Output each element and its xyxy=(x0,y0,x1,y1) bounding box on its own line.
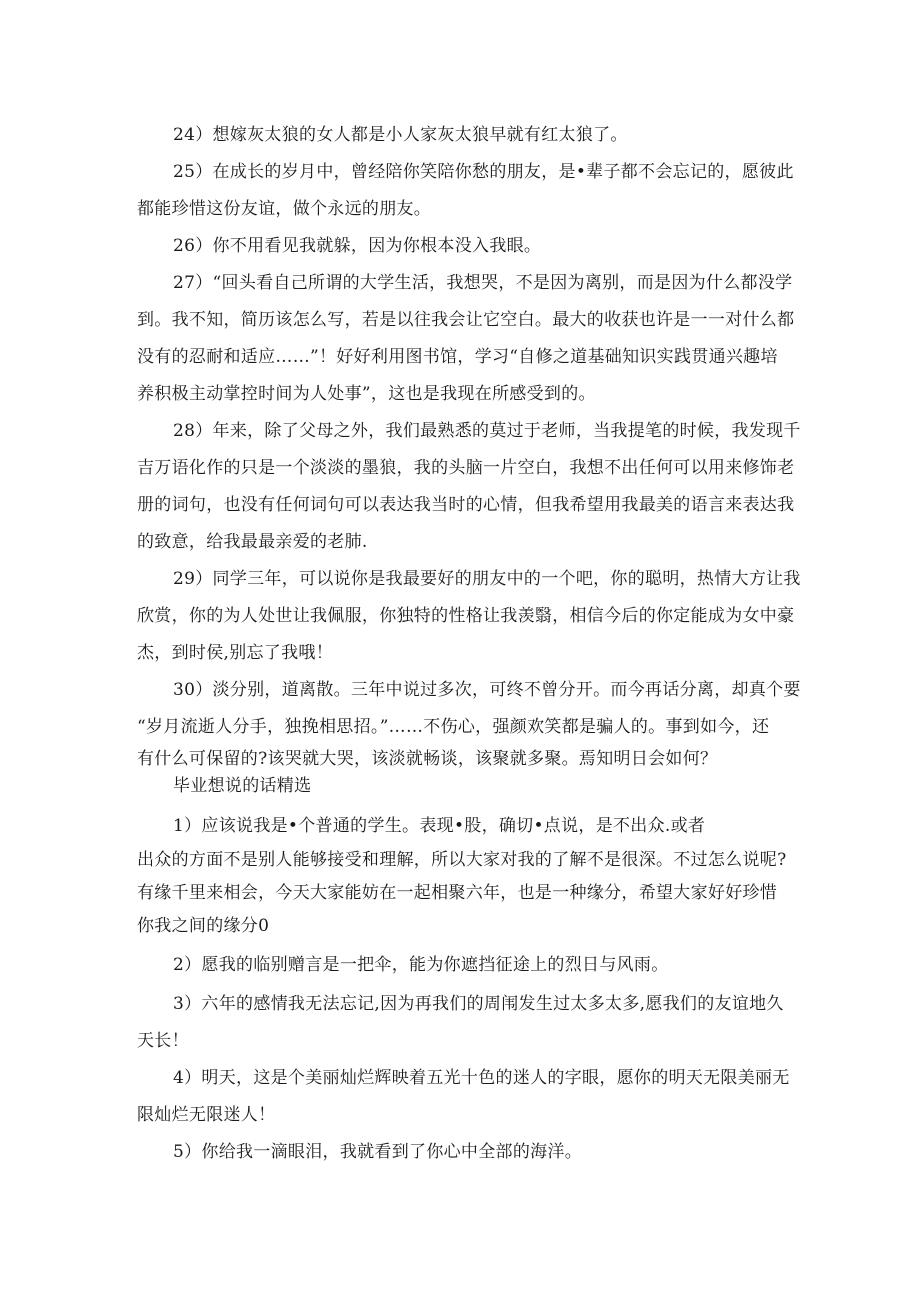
text-line: 到。我不知，简历该怎么写，若是以往我会让它空白。最大的收获也许是一一对什么都 xyxy=(137,310,795,330)
text-line: 5）你给我一滴眼泪，我就看到了你心中全部的海洋。 xyxy=(173,1142,583,1162)
text-line: 28）年来，除了父母之外，我们最熟悉的莫过于老师，当我提笔的时候，我发现千 xyxy=(173,421,801,441)
text-line: 1）应该说我是•个普通的学生。表现•股，确切•点说，是不出众.或者 xyxy=(173,816,706,836)
text-line: 养积极主动掌控时间为人处事”，这也是我现在所感受到的。 xyxy=(137,384,596,404)
text-line: 29）同学三年，可以说你是我最要好的朋友中的一个吧，你的聪明，热情大方让我 xyxy=(173,569,801,589)
text-line: 25）在成长的岁月中，曾经陪你笑陪你愁的朋友，是•辈子都不会忘记的，愿彼此 xyxy=(173,162,794,182)
text-line: 4）明天，这是个美丽灿烂辉映着五光十色的迷人的字眼，愿你的明天无限美丽无 xyxy=(173,1068,790,1088)
text-line: 2）愿我的临别赠言是一把伞，能为你遮挡征途上的烈日与风雨。 xyxy=(173,955,669,975)
section-heading: 毕业想说的话精选 xyxy=(173,776,312,796)
text-line: 30）淡分别，道离散。三年中说过多次，可终不曾分开。而今再话分离，却真个要 xyxy=(173,680,801,700)
text-line: 杰，到时侯,别忘了我哦！ xyxy=(137,643,334,663)
text-line: 出众的方面不是别人能够接受和理解，所以大家对我的了解不是很深。不过怎么说呢? xyxy=(137,850,787,870)
text-line: 27）“回头看自己所谓的大学生活，我想哭，不是因为离别，而是因为什么都没学 xyxy=(173,273,793,293)
text-line: 天长！ xyxy=(137,1031,189,1051)
text-line: 没有的忍耐和适应……”！好好利用图书馆，学习“自修之道基础知识实践贯通兴趣培 xyxy=(137,347,778,367)
text-line: 你我之间的缘分0 xyxy=(137,916,270,936)
text-line: “岁月流逝人分手，独挽相思招。”……不伤心，强颜欢笑都是骗人的。事到如今，还 xyxy=(137,717,770,737)
text-line: 24）想嫁灰太狼的女人都是小人家灰太狼早就有红太狼了。 xyxy=(173,125,628,145)
text-line: 有什么可保留的?该哭就大哭，该淡就畅谈，该聚就多聚。焉知明日会如何？ xyxy=(137,749,718,769)
text-line: 吉万语化作的只是一个淡淡的墨狼，我的头脑一片空白，我想不出任何可以用来修饰老 xyxy=(137,458,795,478)
text-line: 的致意，给我最最亲爱的老肺. xyxy=(137,532,368,552)
text-line: 3）六年的感情我无法忘记,因为再我们的周闱发生过太多太多,愿我们的友谊地久 xyxy=(173,994,784,1014)
text-line: 26）你不用看见我就躲，因为你根本没入我眼。 xyxy=(173,236,542,256)
text-line: 册的词句，也没有任何词句可以表达我当时的心情，但我希望用我最美的语言来表达我 xyxy=(137,495,795,515)
text-line: 欣赏，你的为人处世让我佩服，你独特的性格让我羡翳，相信今后的你定能成为女中豪 xyxy=(137,606,795,626)
text-line: 都能珍惜这份友谊，做个永远的朋友。 xyxy=(137,199,432,219)
text-line: 限灿烂无限迷人！ xyxy=(137,1105,276,1125)
text-line: 有缘千里来相会，今天大家能妨在一起相聚六年，也是一种缘分，希望大家好好珍惜 xyxy=(137,883,778,903)
